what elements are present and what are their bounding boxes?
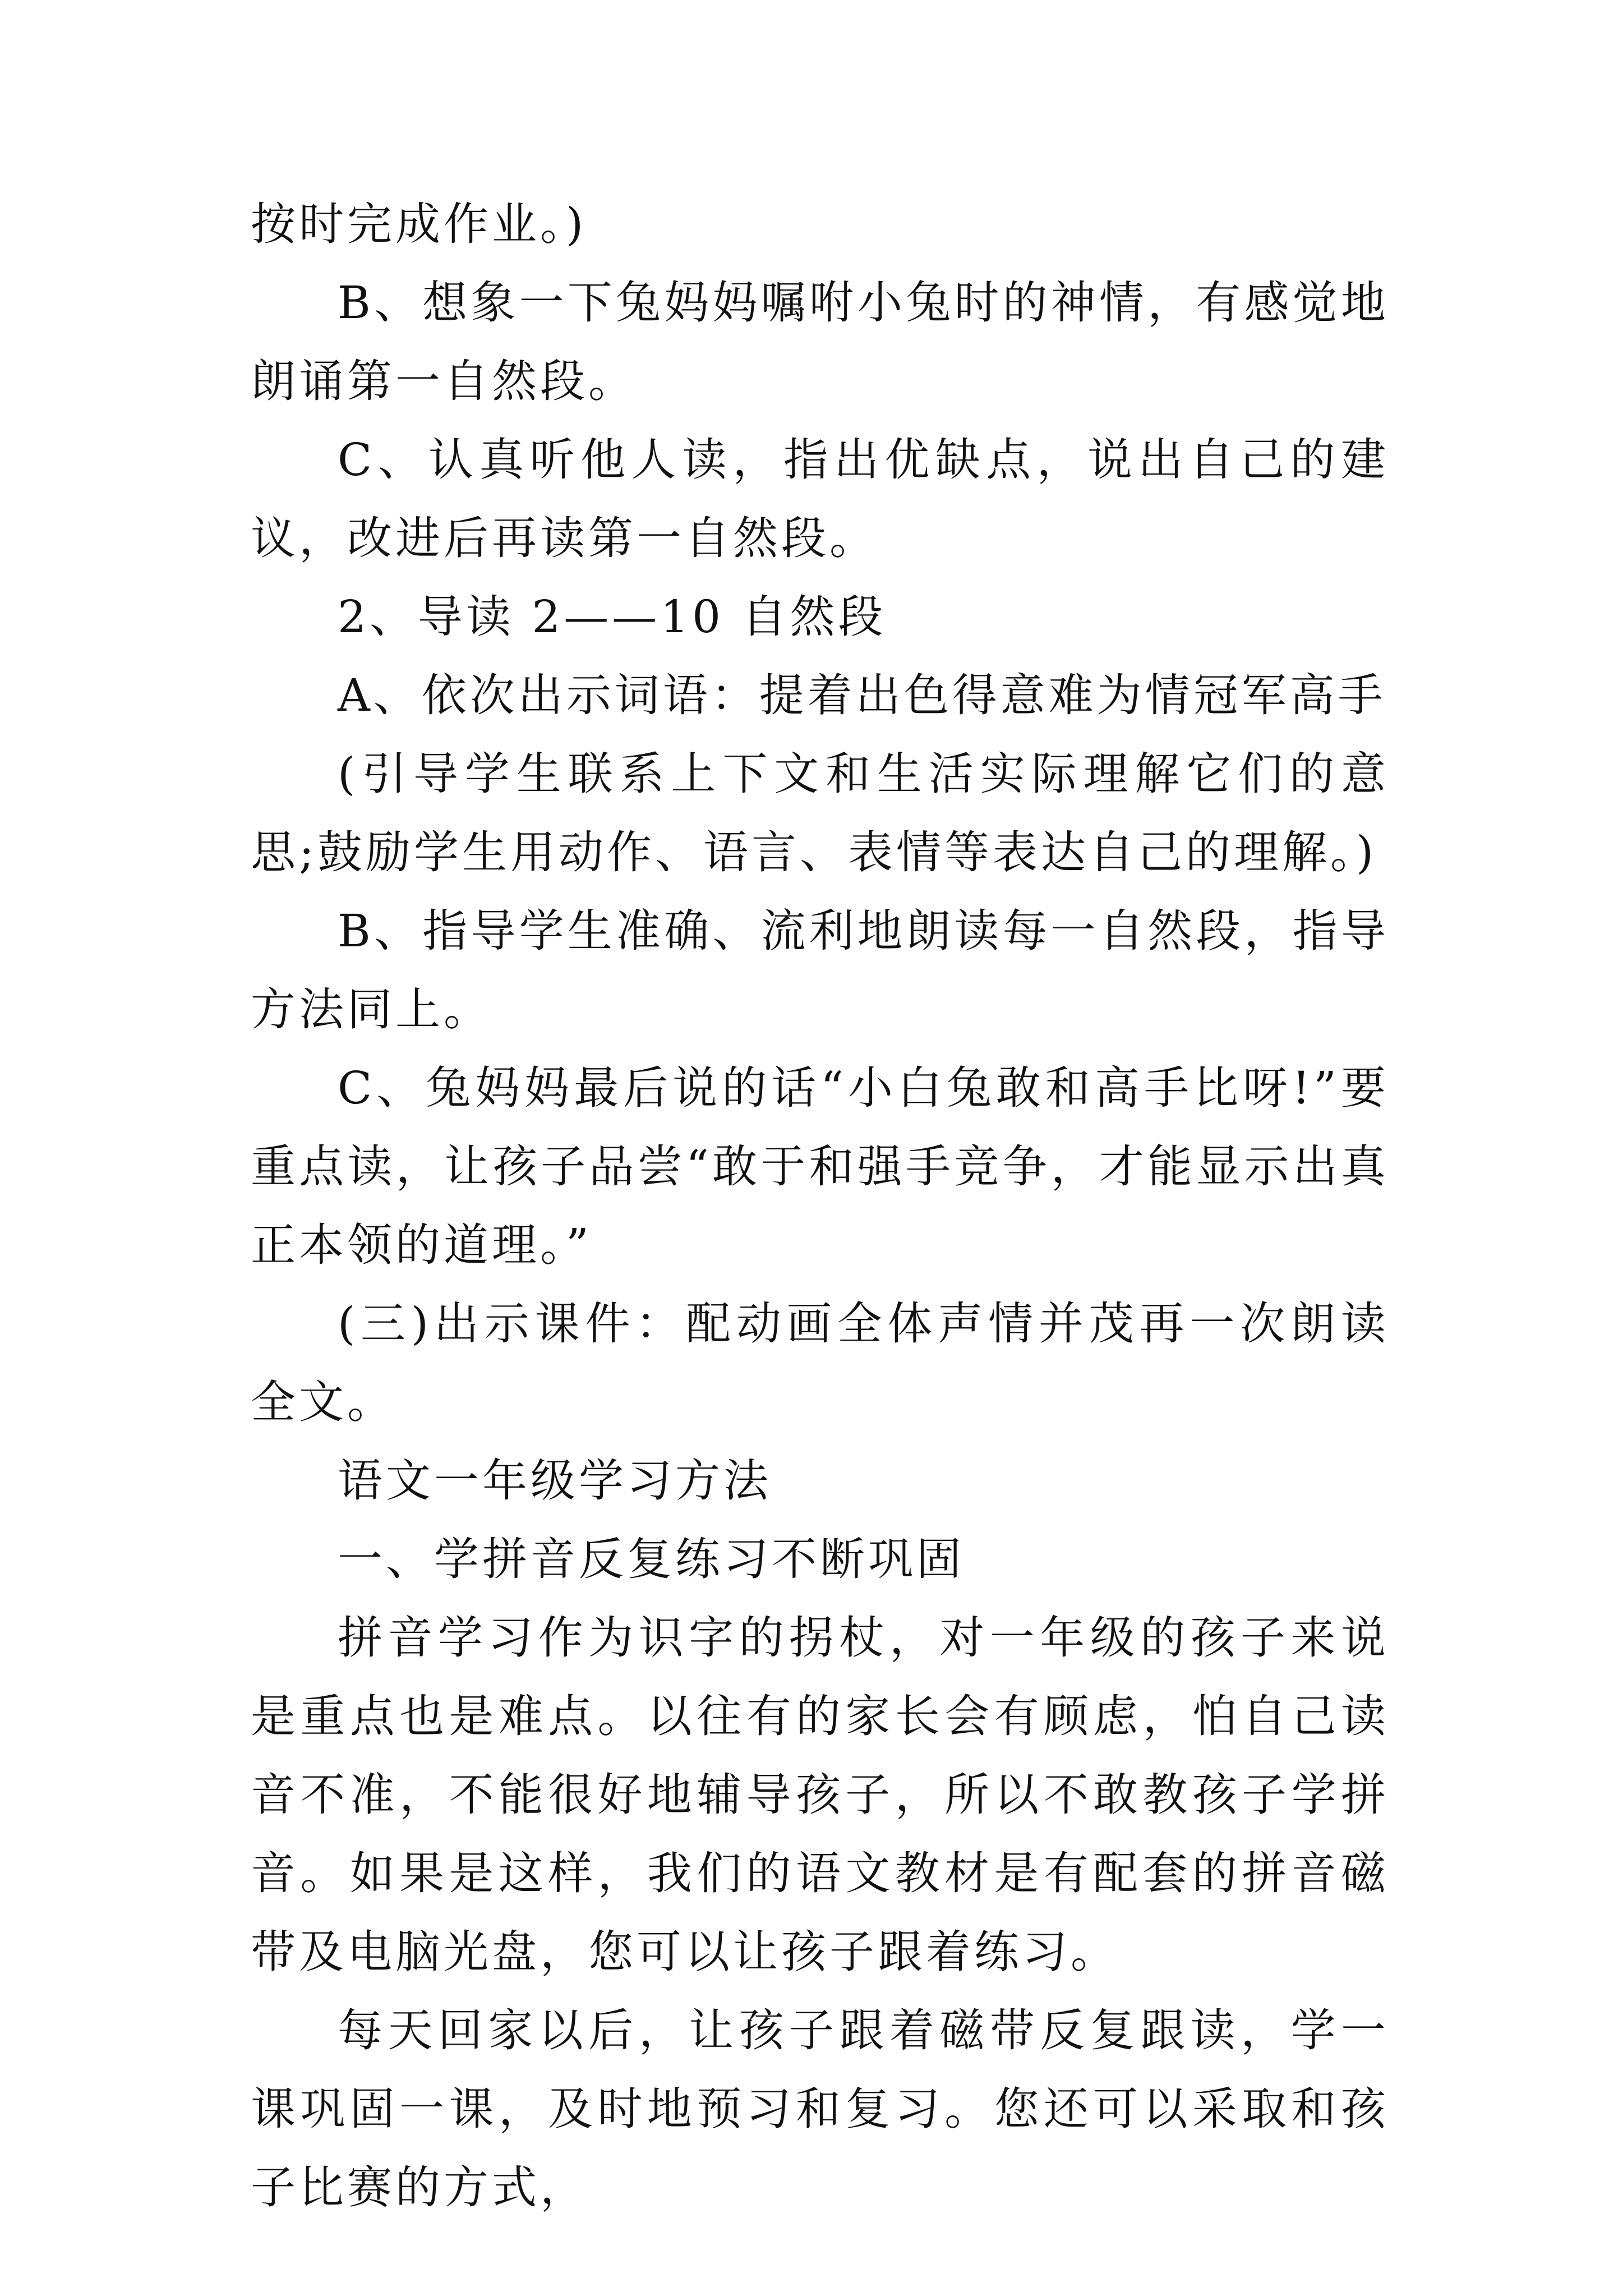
paragraph-a-words: A、依次出示词语：提着出色得意难为情冠军高手 [338,669,1386,721]
paragraph-courseware: (三)出示课件：配动画全体声情并茂再一次朗读全文。 [251,1297,1389,1428]
section-heading-pinyin: 一、学拼音反复练习不断巩固 [338,1533,965,1585]
document-body [251,185,1389,2227]
paragraph-c-listen: C、认真听他人读，指出优缺点，说出自己的建议，改进后再读第一自然段。 [251,434,1389,564]
paragraph-guide-understanding: (引导学生联系上下文和生活实际理解它们的意思;鼓励学生用动作、语言、表情等表达自己的理解。) [251,748,1389,878]
paragraph-pinyin-learning: 拼音学习作为识字的拐杖，对一年级的孩子来说是重点也是难点。以往有的家长会有顾虑，怕自己读音不准，不能很好地辅导孩子，所以不敢教孩子学拼音。如果是这样，我们的语文教材是有配套的拼音磁带及电脑光盘，您可以让孩子跟着练习。 [251,1612,1389,1978]
section-heading-methods: 语文一年级学习方法 [338,1455,772,1507]
paragraph-b-recite: B、想象一下兔妈妈嘱咐小兔时的神情，有感觉地朗诵第一自然段。 [251,277,1389,407]
paragraph-c-mother-quote: C、兔妈妈最后说的话“小白兔敢和高手比呀!”要重点读，让孩子品尝“敢于和强手竞争，才能显示出真正本领的道理。” [251,1062,1389,1271]
paragraph-daily-practice: 每天回家以后，让孩子跟着磁带反复跟读，学一课巩固一课，及时地预习和复习。您还可以采取和孩子比赛的方式， [251,2004,1389,2214]
paragraph-b-fluency: B、指导学生准确、流利地朗读每一自然段，指导方法同上。 [251,905,1389,1036]
paragraph-guide-reading: 2、导读 2——10 自然段 [338,591,887,643]
paragraph-continuation: 按时完成作业。) [251,198,587,250]
